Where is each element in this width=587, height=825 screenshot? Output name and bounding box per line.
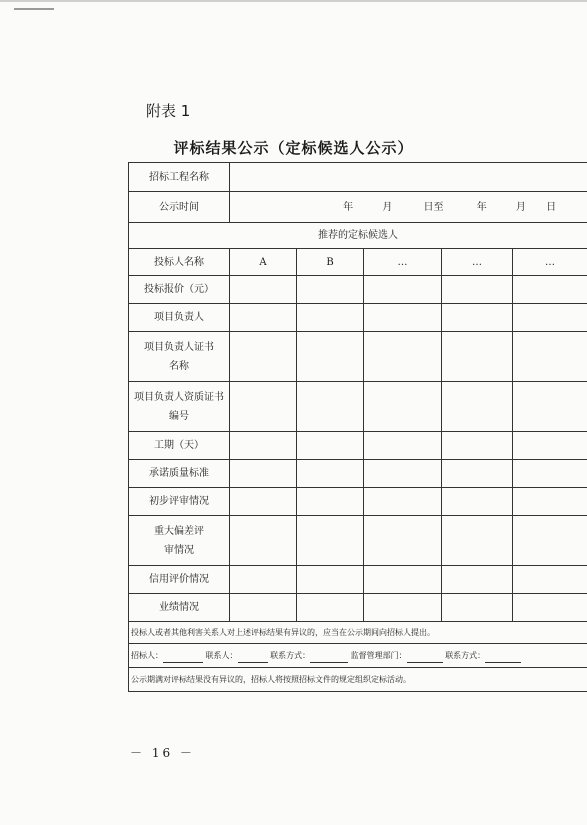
row-performance: 业绩情况 (129, 594, 230, 622)
row-quality-standard: 承诺质量标准 (129, 460, 230, 488)
contact-method-blank (310, 653, 348, 663)
cell (297, 304, 364, 332)
tenderer-label: 招标人： (131, 650, 163, 660)
row-duration: 工期（天） (129, 432, 230, 460)
row-lead-certificate: 项目负责人证书名称 (129, 332, 230, 382)
form-title: 评标结果公示（定标候选人公示） (173, 139, 414, 157)
scan-edge (0, 0, 587, 2)
cell (230, 594, 297, 622)
cell (513, 594, 587, 622)
cell (364, 276, 442, 304)
tenderer-blank (163, 653, 203, 663)
cell (364, 382, 442, 432)
cell (297, 488, 364, 516)
month-unit: 月 (382, 201, 393, 213)
cell (513, 566, 587, 594)
cell (442, 382, 513, 432)
cell (364, 566, 442, 594)
cell (297, 382, 364, 432)
cell (442, 594, 513, 622)
cell (513, 488, 587, 516)
row-lead-cert-number: 项目负责人资质证书编号 (129, 382, 230, 432)
recommended-header: 推荐的定标候选人 (129, 223, 587, 249)
contact-method-label: 联系方式： (270, 650, 311, 660)
cell (364, 332, 442, 382)
contact-person-blank (238, 653, 268, 663)
row-initial-review: 初步评审情况 (129, 488, 230, 516)
cell (364, 488, 442, 516)
cell (297, 460, 364, 488)
cell (297, 516, 364, 566)
cell (230, 304, 297, 332)
cell (513, 304, 587, 332)
cell (297, 432, 364, 460)
supervisor-blank (407, 653, 443, 663)
bidder-c: … (364, 249, 442, 276)
cell (513, 332, 587, 382)
cell (513, 382, 587, 432)
cell (230, 332, 297, 382)
project-name-label: 招标工程名称 (129, 163, 230, 192)
cell (364, 304, 442, 332)
cell (442, 566, 513, 594)
cell (297, 594, 364, 622)
bidder-name-label: 投标人名称 (129, 249, 230, 276)
cell (442, 332, 513, 382)
page-number: － 16 － (130, 746, 195, 760)
cell (513, 432, 587, 460)
bidder-b: B (297, 249, 364, 276)
bidder-a: A (230, 249, 297, 276)
cell (442, 460, 513, 488)
cell (230, 566, 297, 594)
row-major-deviation: 重大偏差评审情况 (129, 516, 230, 566)
cell (230, 516, 297, 566)
contact-line (129, 644, 587, 668)
cell (513, 516, 587, 566)
cell (364, 432, 442, 460)
cell (297, 332, 364, 382)
cell (442, 488, 513, 516)
cell (297, 276, 364, 304)
cell (442, 304, 513, 332)
cell (230, 432, 297, 460)
cell (230, 460, 297, 488)
cell (513, 276, 587, 304)
contact-person-label: 联系人： (205, 650, 238, 660)
year-unit: 年 (343, 201, 354, 213)
row-bid-price: 投标报价（元） (129, 276, 230, 304)
supervisor-label: 监督管理部门： (350, 650, 407, 660)
year-unit-2: 年 (476, 201, 487, 213)
day-to-unit: 日至 (423, 201, 444, 213)
period-value (230, 192, 587, 223)
bidder-e: … (513, 249, 587, 276)
closing-note: 公示期满对评标结果没有异议的，招标人将按照招标文件的规定组织定标活动。 (129, 668, 587, 692)
row-project-lead: 项目负责人 (129, 304, 230, 332)
cell (442, 516, 513, 566)
objection-note: 投标人或者其他利害关系人对上述评标结果有异议的，应当在公示期间向招标人提出。 (129, 622, 587, 644)
cell (442, 432, 513, 460)
month-unit-2: 月 (515, 201, 526, 213)
row-credit-rating: 信用评价情况 (129, 566, 230, 594)
scan-mark (14, 8, 54, 10)
day-unit-2: 日 (546, 201, 557, 213)
cell (364, 460, 442, 488)
project-name-value (230, 163, 587, 192)
cell (364, 594, 442, 622)
cell (513, 460, 587, 488)
period-label: 公示时间 (129, 192, 230, 223)
cell (230, 488, 297, 516)
bidder-d: … (442, 249, 513, 276)
cell (230, 276, 297, 304)
attachment-label: 附表 1 (146, 102, 191, 120)
cell (442, 276, 513, 304)
contact-method2-blank (485, 653, 521, 663)
cell (230, 382, 297, 432)
cell (297, 566, 364, 594)
bid-result-table (128, 162, 587, 692)
cell (364, 516, 442, 566)
contact-method2-label: 联系方式： (445, 650, 486, 660)
